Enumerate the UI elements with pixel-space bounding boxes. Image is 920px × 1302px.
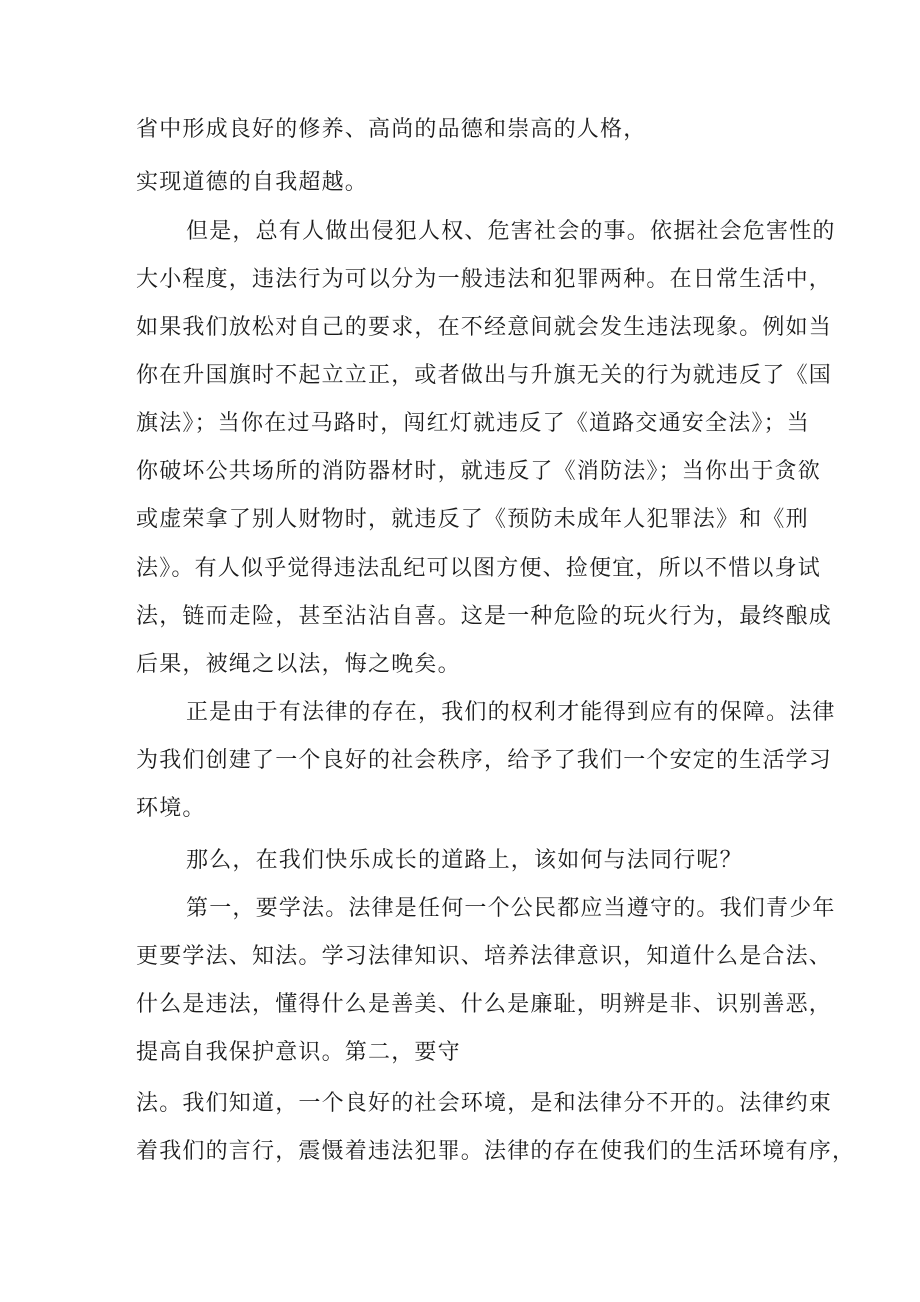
text-line: 法，链而走险，甚至沾沾自喜。这是一种危险的玩火行为，最终酿成	[136, 604, 833, 629]
text-line: 环境。	[136, 796, 206, 821]
text-line: 法》。有人似乎觉得违法乱纪可以图方便、捡便宜，所以不惜以身试	[136, 556, 822, 581]
text-line: 更要学法、知法。学习法律知识、培养法律意识，知道什么是合法、	[136, 944, 833, 969]
text-line: 什么是违法，懂得什么是善美、什么是廉耻，明辨是非、识别善恶，	[136, 992, 833, 1017]
text-line: 旗法》；当你在过马路时，闯红灯就违反了《道路交通安全法》；当	[136, 411, 811, 436]
text-line: 或虚荣拿了别人财物时，就违反了《预防未成年人犯罪法》和《刑	[136, 507, 809, 532]
text-line: 法。我们知道，一个良好的社会环境，是和法律分不开的。法律约束	[136, 1091, 833, 1116]
text-line: 省中形成良好的修养、高尚的品德和崇高的人格，	[136, 117, 647, 142]
paragraph-start-line: 正是由于有法律的存在，我们的权利才能得到应有的保障。法律	[186, 700, 836, 725]
text-line: 如果我们放松对自己的要求，在不经意间就会发生违法现象。例如当	[136, 315, 833, 340]
text-line: 提高自我保护意识。第二，要守	[136, 1040, 461, 1065]
paragraph-start-line: 但是，总有人做出侵犯人权、危害社会的事。依据社会危害性的	[186, 219, 836, 244]
text-line: 你在升国旗时不起立立正，或者做出与升旗无关的行为就违反了《国	[136, 363, 833, 388]
text-line: 为我们创建了一个良好的社会秩序，给予了我们一个安定的生活学习	[136, 748, 833, 773]
text-line: 实现道德的自我超越。	[136, 170, 369, 195]
text-line: 你破坏公共场所的消防器材时，就违反了《消防法》；当你出于贪欲	[136, 459, 822, 484]
paragraph-start-line: 那么，在我们快乐成长的道路上，该如何与法同行呢？	[186, 848, 743, 873]
text-line: 后果，被绳之以法，悔之晚矣。	[136, 652, 461, 677]
paragraph-start-line: 第一，要学法。法律是任何一个公民都应当遵守的。我们青少年	[186, 896, 836, 921]
text-line: 着我们的言行，震慑着违法犯罪。法律的存在使我们的生活环境有序，	[136, 1139, 856, 1164]
text-line: 大小程度，违法行为可以分为一般违法和犯罪两种。在日常生活中，	[136, 267, 833, 292]
